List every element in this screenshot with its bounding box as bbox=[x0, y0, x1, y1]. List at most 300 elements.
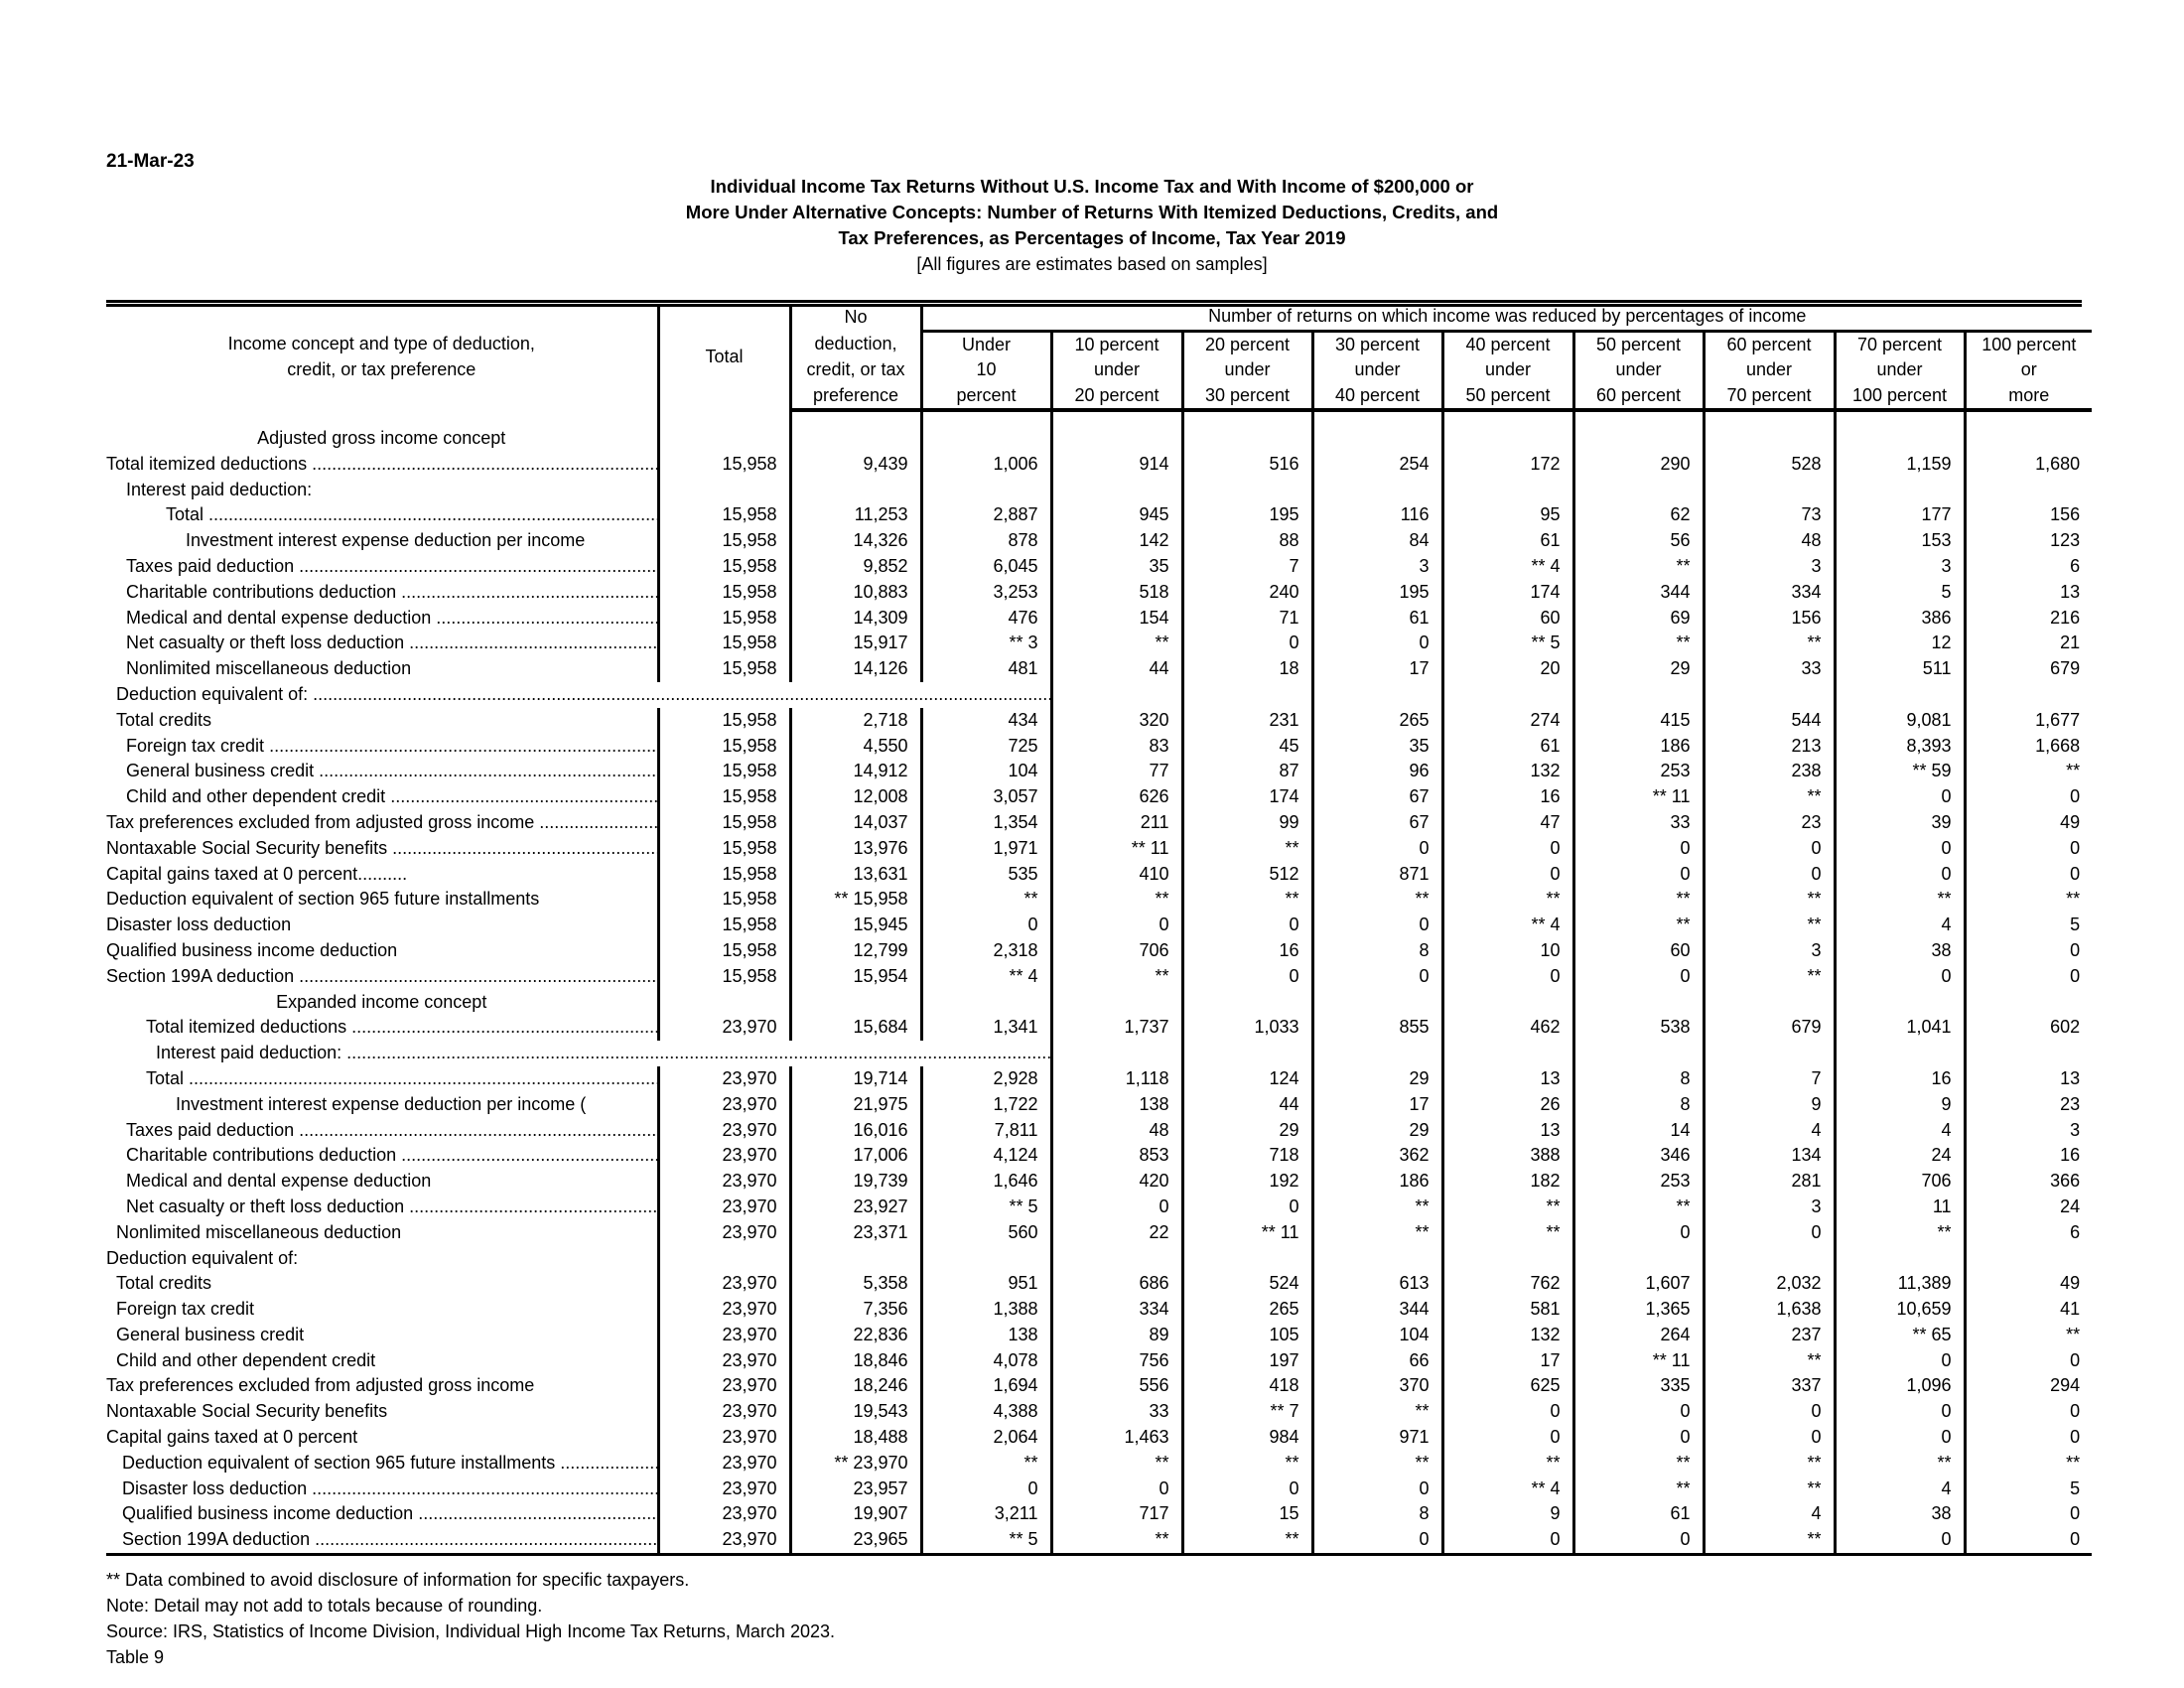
empty-cell bbox=[1312, 990, 1442, 1016]
percent-bucket-cell: 544 bbox=[1704, 708, 1835, 734]
percent-bucket-cell: 116 bbox=[1312, 502, 1442, 528]
percent-bucket-cell: ** bbox=[1182, 1527, 1312, 1554]
no-deduction-header-line-3: credit, or tax bbox=[790, 357, 921, 383]
percent-bucket-cell: ** bbox=[1051, 1527, 1182, 1554]
row-label-text: Taxes paid deduction bbox=[126, 1119, 295, 1140]
percent-bucket-cell: 33 bbox=[1573, 810, 1704, 836]
percent-bucket-cell: 29 bbox=[1312, 1118, 1442, 1144]
spacer-cell bbox=[1704, 410, 1835, 426]
percent-bucket-cell: ** bbox=[1051, 631, 1182, 656]
no-deduction-cell: 4,550 bbox=[790, 734, 921, 760]
table-row bbox=[106, 1373, 2092, 1399]
table-row bbox=[106, 1348, 2092, 1374]
empty-cell bbox=[1312, 1246, 1442, 1272]
percent-bucket-cell: 1,365 bbox=[1573, 1297, 1704, 1323]
percent-bucket-cell: 253 bbox=[1573, 1169, 1704, 1195]
percent-bucket-cell: 0 bbox=[1182, 1195, 1312, 1220]
percent-bucket-cell: 33 bbox=[1704, 656, 1835, 682]
footnotes bbox=[106, 1567, 835, 1670]
percent-bucket-cell: 418 bbox=[1182, 1373, 1312, 1399]
row-label bbox=[106, 759, 658, 784]
percent-bucket-cell: 560 bbox=[921, 1220, 1051, 1246]
percent-bucket-cell: 240 bbox=[1182, 580, 1312, 606]
no-deduction-cell: 14,126 bbox=[790, 656, 921, 682]
empty-cell bbox=[1965, 1246, 2092, 1272]
percent-bucket-cell: 7 bbox=[1182, 554, 1312, 580]
percent-bucket-cell: 83 bbox=[1051, 734, 1182, 760]
percent-bucket-cell: ** 4 bbox=[1442, 554, 1573, 580]
row-label bbox=[106, 452, 658, 478]
percent-bucket-cell: 123 bbox=[1965, 528, 2092, 554]
total-cell: 23,970 bbox=[658, 1143, 790, 1169]
percent-bucket-cell: 535 bbox=[921, 862, 1051, 888]
percent-bucket-cell: 8,393 bbox=[1835, 734, 1965, 760]
empty-cell bbox=[921, 478, 1051, 503]
row-label-text: Total credits bbox=[116, 709, 212, 730]
percent-bucket-cell: 415 bbox=[1573, 708, 1704, 734]
table-row bbox=[106, 1169, 2092, 1195]
col-header-3-l3: 40 percent bbox=[1312, 383, 1442, 411]
col-header-8-l1: 100 percent bbox=[1965, 331, 2092, 357]
leader-dots bbox=[431, 608, 658, 628]
no-deduction-cell: 21,975 bbox=[790, 1092, 921, 1118]
percent-bucket-cell: 420 bbox=[1051, 1169, 1182, 1195]
row-label bbox=[106, 1451, 658, 1477]
percent-bucket-cell: 182 bbox=[1442, 1169, 1573, 1195]
leader-dots bbox=[346, 1017, 658, 1037]
no-deduction-cell: 15,954 bbox=[790, 964, 921, 990]
percent-bucket-cell: 0 bbox=[1051, 1477, 1182, 1502]
total-cell: 23,970 bbox=[658, 1118, 790, 1144]
percent-bucket-cell: 96 bbox=[1312, 759, 1442, 784]
percent-bucket-cell: ** bbox=[1704, 631, 1835, 656]
empty-cell bbox=[1835, 478, 1965, 503]
percent-bucket-cell: 3,253 bbox=[921, 580, 1051, 606]
table-row bbox=[106, 606, 2092, 632]
percent-bucket-cell: 0 bbox=[1312, 913, 1442, 938]
empty-cell bbox=[921, 1246, 1051, 1272]
percent-bucket-cell: 1,680 bbox=[1965, 452, 2092, 478]
percent-bucket-cell: 24 bbox=[1965, 1195, 2092, 1220]
percent-bucket-cell: 0 bbox=[1573, 1220, 1704, 1246]
total-cell: 23,970 bbox=[658, 1373, 790, 1399]
percent-bucket-cell: 0 bbox=[1573, 1399, 1704, 1425]
percent-bucket-cell: 3,057 bbox=[921, 784, 1051, 810]
empty-cell bbox=[1835, 426, 1965, 452]
no-deduction-cell: 15,684 bbox=[790, 1015, 921, 1041]
percent-bucket-cell: 264 bbox=[1573, 1323, 1704, 1348]
row-label bbox=[106, 528, 658, 554]
percent-bucket-cell: 104 bbox=[921, 759, 1051, 784]
percent-bucket-cell: 95 bbox=[1442, 502, 1573, 528]
spacer-cell bbox=[106, 410, 658, 426]
percent-bucket-cell: ** bbox=[1182, 836, 1312, 862]
percent-bucket-cell: 9 bbox=[1442, 1501, 1573, 1527]
total-cell: 15,958 bbox=[658, 913, 790, 938]
percent-bucket-cell: 237 bbox=[1704, 1323, 1835, 1348]
percent-bucket-cell: 47 bbox=[1442, 810, 1573, 836]
percent-bucket-cell: ** bbox=[1965, 1323, 2092, 1348]
empty-cell bbox=[1182, 478, 1312, 503]
stub-header-line-1: Income concept and type of deduction, bbox=[227, 334, 535, 353]
table-row bbox=[106, 1143, 2092, 1169]
percent-bucket-cell: 914 bbox=[1051, 452, 1182, 478]
percent-bucket-cell: 717 bbox=[1051, 1501, 1182, 1527]
percent-bucket-cell: ** bbox=[1312, 887, 1442, 913]
caption-row bbox=[106, 478, 2092, 503]
spanner-header: Number of returns on which income was reduced by percentages of income bbox=[921, 304, 2092, 331]
percent-bucket-cell: 516 bbox=[1182, 452, 1312, 478]
percent-bucket-cell: 35 bbox=[1312, 734, 1442, 760]
leader-dots bbox=[404, 1196, 658, 1216]
table-row bbox=[106, 836, 2092, 862]
total-cell: 15,958 bbox=[658, 502, 790, 528]
percent-bucket-cell: 538 bbox=[1573, 1015, 1704, 1041]
percent-bucket-cell: 38 bbox=[1835, 938, 1965, 964]
percent-bucket-cell: 62 bbox=[1573, 502, 1704, 528]
col-header-5-l3: 60 percent bbox=[1573, 383, 1704, 411]
row-caption: Interest paid deduction: bbox=[126, 479, 313, 499]
total-cell: 15,958 bbox=[658, 810, 790, 836]
percent-bucket-cell: 476 bbox=[921, 606, 1051, 632]
report-date: 21-Mar-23 bbox=[106, 151, 195, 172]
table-row bbox=[106, 938, 2092, 964]
empty-cell bbox=[1442, 682, 1573, 708]
table-row bbox=[106, 554, 2092, 580]
no-deduction-cell: 14,309 bbox=[790, 606, 921, 632]
empty-cell bbox=[1573, 478, 1704, 503]
percent-bucket-cell: 0 bbox=[1573, 1527, 1704, 1554]
empty-cell bbox=[1182, 1041, 1312, 1066]
percent-bucket-cell: ** bbox=[1442, 1220, 1573, 1246]
percent-bucket-cell: 0 bbox=[1573, 862, 1704, 888]
table-row bbox=[106, 759, 2092, 784]
percent-bucket-cell: 73 bbox=[1704, 502, 1835, 528]
percent-bucket-cell: 142 bbox=[1051, 528, 1182, 554]
percent-bucket-cell: ** bbox=[1835, 1220, 1965, 1246]
percent-bucket-cell: 99 bbox=[1182, 810, 1312, 836]
percent-bucket-cell: ** bbox=[1835, 1451, 1965, 1477]
total-header: Total bbox=[658, 304, 790, 410]
percent-bucket-cell: 0 bbox=[1442, 964, 1573, 990]
leader-dots bbox=[204, 504, 658, 524]
col-header-0-l1: Under bbox=[921, 331, 1051, 357]
total-cell: 15,958 bbox=[658, 938, 790, 964]
spacer-cell bbox=[790, 410, 921, 426]
table-row bbox=[106, 862, 2092, 888]
percent-bucket-cell: 518 bbox=[1051, 580, 1182, 606]
percent-bucket-cell: 49 bbox=[1965, 1271, 2092, 1297]
percent-bucket-cell: 156 bbox=[1704, 606, 1835, 632]
row-label-text: Nontaxable Social Security benefits bbox=[106, 837, 388, 858]
no-deduction-cell: 2,718 bbox=[790, 708, 921, 734]
percent-bucket-cell: 21 bbox=[1965, 631, 2092, 656]
percent-bucket-cell: 762 bbox=[1442, 1271, 1573, 1297]
percent-bucket-cell: 971 bbox=[1312, 1425, 1442, 1451]
col-header-0-l3: percent bbox=[921, 383, 1051, 411]
percent-bucket-cell: 2,318 bbox=[921, 938, 1051, 964]
table-title-line-2: More Under Alternative Concepts: Number of Returns With Itemized Deductions, Credits, and bbox=[685, 202, 1499, 222]
percent-bucket-cell: 48 bbox=[1704, 528, 1835, 554]
row-label-text: Medical and dental expense deduction bbox=[126, 607, 432, 628]
percent-bucket-cell: 44 bbox=[1182, 1092, 1312, 1118]
percent-bucket-cell: 706 bbox=[1051, 938, 1182, 964]
percent-bucket-cell: 197 bbox=[1182, 1348, 1312, 1374]
empty-cell bbox=[1835, 682, 1965, 708]
percent-bucket-cell: 1,159 bbox=[1835, 452, 1965, 478]
percent-bucket-cell: 706 bbox=[1835, 1169, 1965, 1195]
total-cell: 15,958 bbox=[658, 631, 790, 656]
percent-bucket-cell: 11,389 bbox=[1835, 1271, 1965, 1297]
percent-bucket-cell: 1,118 bbox=[1051, 1066, 1182, 1092]
percent-bucket-cell: 0 bbox=[1965, 1501, 2092, 1527]
row-label-text: Investment interest expense deduction per income ( bbox=[176, 1093, 587, 1114]
percent-bucket-cell: 0 bbox=[1442, 1425, 1573, 1451]
total-cell: 15,958 bbox=[658, 606, 790, 632]
percent-bucket-cell: 686 bbox=[1051, 1271, 1182, 1297]
col-header-4-l1: 40 percent bbox=[1442, 331, 1573, 357]
leader-dots bbox=[310, 1529, 658, 1549]
no-deduction-header-line-1: No bbox=[790, 304, 921, 331]
row-label-text: Section 199A deduction bbox=[122, 1529, 311, 1550]
row-label-text: Medical and dental expense deduction bbox=[126, 1171, 432, 1192]
row-label-text: Tax preferences excluded from adjusted gross income bbox=[106, 1375, 535, 1396]
empty-cell bbox=[790, 426, 921, 452]
leader-dots bbox=[294, 1120, 658, 1140]
row-label-text: Total credits bbox=[116, 1273, 212, 1294]
col-header-6-l2: under bbox=[1704, 357, 1835, 383]
percent-bucket-cell: 2,032 bbox=[1704, 1271, 1835, 1297]
leader-dots bbox=[385, 786, 658, 806]
percent-bucket-cell: 60 bbox=[1442, 606, 1573, 632]
empty-cell bbox=[1573, 1041, 1704, 1066]
row-caption: Deduction equivalent of: bbox=[106, 1247, 299, 1268]
percent-bucket-cell: ** bbox=[1704, 1477, 1835, 1502]
row-label-text: Capital gains taxed at 0 percent bbox=[106, 1427, 358, 1448]
percent-bucket-cell: ** 11 bbox=[1573, 1348, 1704, 1374]
percent-bucket-cell: ** bbox=[1051, 887, 1182, 913]
percent-bucket-cell: 370 bbox=[1312, 1373, 1442, 1399]
leader-dots bbox=[396, 582, 658, 602]
percent-bucket-cell: 138 bbox=[1051, 1092, 1182, 1118]
percent-bucket-cell: 156 bbox=[1965, 502, 2092, 528]
percent-bucket-cell: 756 bbox=[1051, 1348, 1182, 1374]
total-cell: 23,970 bbox=[658, 1092, 790, 1118]
percent-bucket-cell: 3 bbox=[1704, 554, 1835, 580]
percent-bucket-cell: 153 bbox=[1835, 528, 1965, 554]
col-header-8-l2: or bbox=[1965, 357, 2092, 383]
footnote-rounding: Note: Detail may not add to totals because of rounding. bbox=[106, 1596, 543, 1616]
percent-bucket-cell: 0 bbox=[1965, 1425, 2092, 1451]
percent-bucket-cell: 69 bbox=[1573, 606, 1704, 632]
percent-bucket-cell: 3 bbox=[1835, 554, 1965, 580]
row-label-text: General business credit bbox=[126, 761, 315, 781]
percent-bucket-cell: 1,638 bbox=[1704, 1297, 1835, 1323]
row-label bbox=[106, 708, 658, 734]
empty-cell bbox=[1965, 426, 2092, 452]
table-row bbox=[106, 1015, 2092, 1041]
percent-bucket-cell: ** bbox=[1442, 887, 1573, 913]
percent-bucket-cell: 679 bbox=[1704, 1015, 1835, 1041]
percent-bucket-cell: ** 5 bbox=[1442, 631, 1573, 656]
col-header-5-l1: 50 percent bbox=[1573, 331, 1704, 357]
percent-bucket-cell: ** bbox=[1835, 887, 1965, 913]
row-label-text: Total itemized deductions bbox=[106, 453, 308, 474]
percent-bucket-cell: 0 bbox=[1704, 1425, 1835, 1451]
percent-bucket-cell: 0 bbox=[1835, 1425, 1965, 1451]
no-deduction-cell: 16,016 bbox=[790, 1118, 921, 1144]
percent-bucket-cell: 1,096 bbox=[1835, 1373, 1965, 1399]
total-cell: 15,958 bbox=[658, 964, 790, 990]
percent-bucket-cell: 0 bbox=[1965, 964, 2092, 990]
percent-bucket-cell: 10 bbox=[1442, 938, 1573, 964]
percent-bucket-cell: 44 bbox=[1051, 656, 1182, 682]
percent-bucket-cell: 8 bbox=[1573, 1092, 1704, 1118]
percent-bucket-cell: 0 bbox=[1442, 1399, 1573, 1425]
row-label bbox=[106, 1118, 658, 1144]
row-label-text: Net casualty or theft loss deduction bbox=[126, 1196, 405, 1216]
row-caption bbox=[106, 1041, 1051, 1066]
row-label bbox=[106, 656, 658, 682]
table-row bbox=[106, 1092, 2092, 1118]
percent-bucket-cell: 524 bbox=[1182, 1271, 1312, 1297]
percent-bucket-cell: 39 bbox=[1835, 810, 1965, 836]
percent-bucket-cell: 5 bbox=[1835, 580, 1965, 606]
percent-bucket-cell: 556 bbox=[1051, 1373, 1182, 1399]
leader-dots bbox=[413, 1503, 658, 1523]
percent-bucket-cell: 6 bbox=[1965, 1220, 2092, 1246]
row-label-text: Foreign tax credit bbox=[116, 1299, 255, 1320]
percent-bucket-cell: 238 bbox=[1704, 759, 1835, 784]
no-deduction-cell: 7,356 bbox=[790, 1297, 921, 1323]
percent-bucket-cell: 16 bbox=[1182, 938, 1312, 964]
empty-cell bbox=[1965, 1041, 2092, 1066]
percent-bucket-cell: ** bbox=[1442, 1451, 1573, 1477]
col-header-2-l3: 30 percent bbox=[1182, 383, 1312, 411]
percent-bucket-cell: ** 59 bbox=[1835, 759, 1965, 784]
table-row bbox=[106, 913, 2092, 938]
percent-bucket-cell: 7,811 bbox=[921, 1118, 1051, 1144]
percent-bucket-cell: 346 bbox=[1573, 1143, 1704, 1169]
percent-bucket-cell: 613 bbox=[1312, 1271, 1442, 1297]
section-heading-row bbox=[106, 990, 2092, 1016]
percent-bucket-cell: 388 bbox=[1442, 1143, 1573, 1169]
empty-cell bbox=[1704, 990, 1835, 1016]
percent-bucket-cell: 1,737 bbox=[1051, 1015, 1182, 1041]
empty-cell bbox=[1835, 1041, 1965, 1066]
percent-bucket-cell: 1,722 bbox=[921, 1092, 1051, 1118]
row-label bbox=[106, 887, 658, 913]
row-label-text: Total bbox=[146, 1067, 185, 1088]
percent-bucket-cell: 0 bbox=[1182, 913, 1312, 938]
percent-bucket-cell: 4,078 bbox=[921, 1348, 1051, 1374]
percent-bucket-cell: 4 bbox=[1704, 1118, 1835, 1144]
row-label bbox=[106, 1015, 658, 1041]
percent-bucket-cell: ** 11 bbox=[1051, 836, 1182, 862]
no-deduction-cell: 9,439 bbox=[790, 452, 921, 478]
no-deduction-cell: 19,543 bbox=[790, 1399, 921, 1425]
empty-cell bbox=[1182, 682, 1312, 708]
percent-bucket-cell: 871 bbox=[1312, 862, 1442, 888]
row-label bbox=[106, 606, 658, 632]
total-cell: 23,970 bbox=[658, 1501, 790, 1527]
row-caption-text: Interest paid deduction: bbox=[156, 1043, 342, 1063]
empty-cell bbox=[1835, 990, 1965, 1016]
percent-bucket-cell: 186 bbox=[1312, 1169, 1442, 1195]
empty-cell bbox=[1312, 478, 1442, 503]
no-deduction-cell: 19,739 bbox=[790, 1169, 921, 1195]
percent-bucket-cell: ** bbox=[1704, 784, 1835, 810]
percent-bucket-cell: 77 bbox=[1051, 759, 1182, 784]
empty-cell bbox=[1704, 682, 1835, 708]
percent-bucket-cell: 13 bbox=[1965, 580, 2092, 606]
percent-bucket-cell: 61 bbox=[1312, 606, 1442, 632]
percent-bucket-cell: ** 5 bbox=[921, 1527, 1051, 1554]
percent-bucket-cell: 366 bbox=[1965, 1169, 2092, 1195]
empty-cell bbox=[1312, 1041, 1442, 1066]
no-deduction-cell: 10,883 bbox=[790, 580, 921, 606]
total-cell: 15,958 bbox=[658, 862, 790, 888]
no-deduction-header-line-2: deduction, bbox=[790, 331, 921, 357]
percent-bucket-cell: 5 bbox=[1965, 1477, 2092, 1502]
empty-cell bbox=[1835, 1246, 1965, 1272]
percent-bucket-cell: 231 bbox=[1182, 708, 1312, 734]
percent-bucket-cell: 38 bbox=[1835, 1501, 1965, 1527]
percent-bucket-cell: 1,607 bbox=[1573, 1271, 1704, 1297]
percent-bucket-cell: ** bbox=[1704, 964, 1835, 990]
empty-cell bbox=[658, 990, 790, 1016]
empty-cell bbox=[658, 478, 790, 503]
percent-bucket-cell: 20 bbox=[1442, 656, 1573, 682]
row-label bbox=[106, 1527, 658, 1554]
no-deduction-cell: 18,846 bbox=[790, 1348, 921, 1374]
empty-cell bbox=[1442, 990, 1573, 1016]
total-cell: 23,970 bbox=[658, 1271, 790, 1297]
spacer-cell bbox=[1442, 410, 1573, 426]
percent-bucket-cell: 134 bbox=[1704, 1143, 1835, 1169]
table-title-line-1: Individual Income Tax Returns Without U.S. Income Tax and With Income of $200,000 or bbox=[710, 176, 1474, 197]
percent-bucket-cell: 0 bbox=[1312, 836, 1442, 862]
leader-dots bbox=[264, 736, 658, 756]
percent-bucket-cell: 213 bbox=[1704, 734, 1835, 760]
percent-bucket-cell: 61 bbox=[1573, 1501, 1704, 1527]
empty-cell bbox=[1182, 426, 1312, 452]
no-deduction-cell: 13,976 bbox=[790, 836, 921, 862]
percent-bucket-cell: 6 bbox=[1965, 554, 2092, 580]
spacer-cell bbox=[1573, 410, 1704, 426]
spacer-cell bbox=[1051, 410, 1182, 426]
table-row bbox=[106, 708, 2092, 734]
percent-bucket-cell: 16 bbox=[1965, 1143, 2092, 1169]
percent-bucket-cell: 1,463 bbox=[1051, 1425, 1182, 1451]
percent-bucket-cell: 1,668 bbox=[1965, 734, 2092, 760]
total-cell: 23,970 bbox=[658, 1477, 790, 1502]
percent-bucket-cell: 4 bbox=[1835, 913, 1965, 938]
percent-bucket-cell: 105 bbox=[1182, 1323, 1312, 1348]
percent-bucket-cell: 0 bbox=[1182, 964, 1312, 990]
percent-bucket-cell: ** bbox=[1573, 1477, 1704, 1502]
table-row bbox=[106, 1451, 2092, 1477]
empty-cell bbox=[1965, 682, 2092, 708]
percent-bucket-cell: 132 bbox=[1442, 759, 1573, 784]
row-label bbox=[106, 1092, 658, 1118]
percent-bucket-cell: ** bbox=[1704, 1527, 1835, 1554]
percent-bucket-cell: 945 bbox=[1051, 502, 1182, 528]
no-deduction-cell: 12,008 bbox=[790, 784, 921, 810]
empty-cell bbox=[921, 990, 1051, 1016]
row-label bbox=[106, 734, 658, 760]
table-row bbox=[106, 452, 2092, 478]
